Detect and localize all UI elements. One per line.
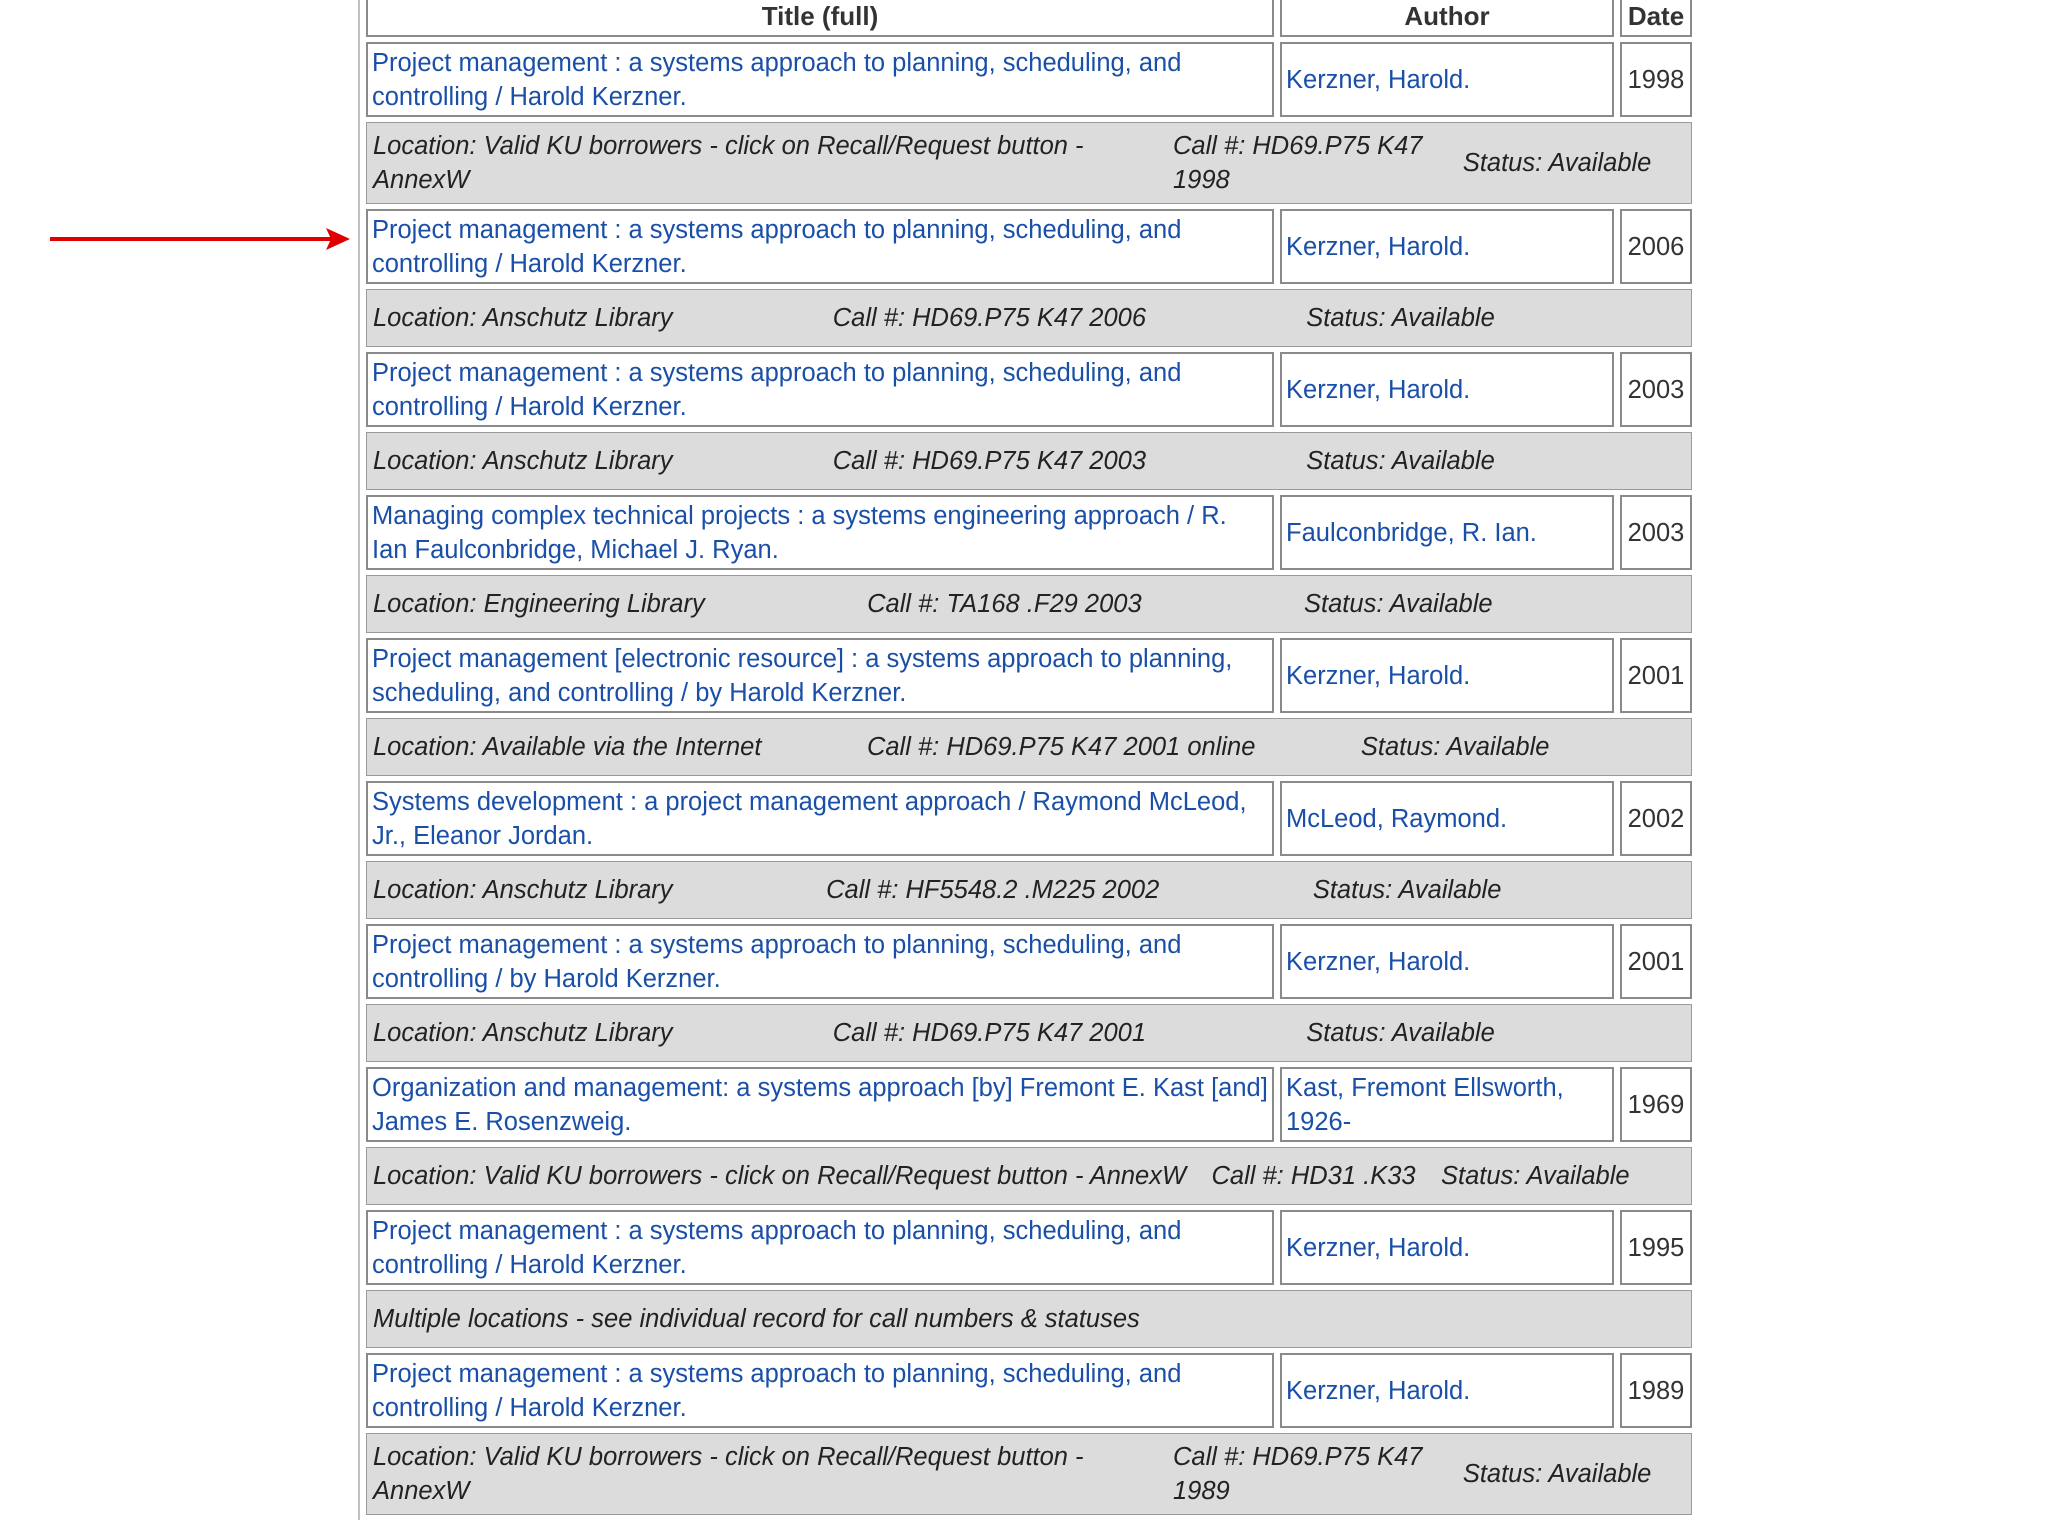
- result-row: [366, 42, 1692, 117]
- result-date-cell: 2001: [1620, 638, 1692, 713]
- location-text: Location: Available via the Internet: [373, 733, 762, 761]
- location-cell: [366, 1004, 1692, 1062]
- result-date-cell: 1998: [1620, 42, 1692, 117]
- call-number-text: Call #: HD69.P75 K47 2001 online: [866, 733, 1256, 761]
- result-author-cell[interactable]: Kast, Fremont Ellsworth, 1926-: [1280, 1067, 1614, 1142]
- location-cell: [366, 861, 1692, 919]
- search-results-table: [358, 0, 1698, 1520]
- call-number-text: Call #: HD69.P75 K47 2006: [832, 304, 1147, 332]
- result-title-cell: [366, 209, 1274, 284]
- location-cell: [366, 1147, 1692, 1205]
- result-title-link[interactable]: Managing complex technical projects : a systems engineering approach / R. Ian Faulconbridge, Michael J. Ryan.: [372, 501, 1227, 564]
- call-number-text: Call #: HD31 .K33: [1211, 1162, 1416, 1190]
- result-author-cell[interactable]: Kerzner, Harold.: [1280, 352, 1614, 427]
- location-row: [366, 1290, 1692, 1348]
- location-cell: [366, 1433, 1692, 1515]
- result-author-cell[interactable]: Kerzner, Harold.: [1280, 209, 1614, 284]
- location-row: [366, 432, 1692, 490]
- result-title-link[interactable]: Project management : a systems approach to planning, scheduling, and controlling / by Harold Kerzner.: [372, 930, 1182, 993]
- result-row: [366, 352, 1692, 427]
- result-row: [366, 638, 1692, 713]
- location-row: [366, 289, 1692, 347]
- call-number-text: Call #: HD69.P75 K47 1998: [1173, 132, 1423, 194]
- result-title-cell: [366, 1353, 1274, 1428]
- status-text: Status: Available: [1312, 876, 1502, 904]
- location-row: [366, 1433, 1692, 1515]
- result-row: [366, 781, 1692, 856]
- status-text: Status: Available: [1304, 590, 1493, 618]
- result-date-cell: 2001: [1620, 924, 1692, 999]
- status-text: Status: Available: [1306, 1019, 1495, 1047]
- result-title-link[interactable]: Project management : a systems approach to planning, scheduling, and controlling / Harold Kerzner.: [372, 1359, 1182, 1422]
- status-text: Status: Available: [1360, 733, 1550, 761]
- result-row: [366, 1067, 1692, 1142]
- result-title-cell: [366, 352, 1274, 427]
- column-header-date[interactable]: Date: [1620, 0, 1692, 37]
- result-title-cell: [366, 42, 1274, 117]
- result-author-cell[interactable]: Kerzner, Harold.: [1280, 42, 1614, 117]
- result-author-cell[interactable]: Kerzner, Harold.: [1280, 638, 1614, 713]
- location-row: [366, 1004, 1692, 1062]
- call-number-text: Call #: HD69.P75 K47 2003: [832, 447, 1147, 475]
- location-text: Location: Anschutz Library: [373, 876, 673, 904]
- location-text: Location: Valid KU borrowers - click on Recall/Request button - AnnexW: [373, 1162, 1187, 1190]
- column-header-title[interactable]: Title (full): [366, 0, 1274, 37]
- result-row: [366, 209, 1692, 284]
- result-title-link[interactable]: Project management : a systems approach to planning, scheduling, and controlling / Harold Kerzner.: [372, 215, 1182, 278]
- right-arrow-icon: [50, 224, 350, 254]
- status-text: Status: Available: [1306, 447, 1495, 475]
- status-text: Status: Available: [1441, 1162, 1630, 1190]
- call-number-text: Call #: HD69.P75 K47 2001: [832, 1019, 1147, 1047]
- location-row: [366, 861, 1692, 919]
- status-text: Status: Available: [1462, 1460, 1652, 1488]
- result-row: [366, 924, 1692, 999]
- column-header-author[interactable]: Author: [1280, 0, 1614, 37]
- location-cell: [366, 1290, 1692, 1348]
- location-text: Location: Engineering Library: [373, 590, 705, 618]
- status-text: Status: Available: [1462, 149, 1652, 177]
- result-title-link[interactable]: Project management : a systems approach to planning, scheduling, and controlling / Harold Kerzner.: [372, 48, 1182, 111]
- location-text: Location: Anschutz Library: [373, 1019, 673, 1047]
- location-text: Location: Anschutz Library: [373, 447, 673, 475]
- result-author-cell[interactable]: Kerzner, Harold.: [1280, 1210, 1614, 1285]
- result-date-cell: 1989: [1620, 1353, 1692, 1428]
- result-date-cell: 2006: [1620, 209, 1692, 284]
- result-date-cell: 1969: [1620, 1067, 1692, 1142]
- result-row: [366, 1353, 1692, 1428]
- result-date-cell: 2003: [1620, 352, 1692, 427]
- location-cell: [366, 575, 1692, 633]
- location-row: [366, 1147, 1692, 1205]
- result-title-cell: [366, 495, 1274, 570]
- location-row: [366, 718, 1692, 776]
- result-title-link[interactable]: Project management [electronic resource] : a systems approach to planning, scheduling, and controlling / by Harold Kerzner.: [372, 644, 1233, 707]
- status-text: Status: Available: [1306, 304, 1495, 332]
- header-row: [366, 0, 1692, 37]
- result-title-cell: [366, 1210, 1274, 1285]
- call-number-text: Call #: TA168 .F29 2003: [867, 590, 1142, 618]
- call-number-text: Call #: HF5548.2 .M225 2002: [826, 876, 1160, 904]
- call-number-text: Call #: HD69.P75 K47 1989: [1173, 1443, 1423, 1505]
- result-title-cell: [366, 1067, 1274, 1142]
- location-row: [366, 575, 1692, 633]
- result-title-link[interactable]: Systems development : a project management approach / Raymond McLeod, Jr., Eleanor Jordan.: [372, 787, 1247, 850]
- result-title-link[interactable]: Project management : a systems approach to planning, scheduling, and controlling / Harold Kerzner.: [372, 1216, 1182, 1279]
- result-title-link[interactable]: Organization and management: a systems approach [by] Fremont E. Kast [and] James E. Rosenzweig.: [372, 1073, 1268, 1136]
- result-date-cell: 2002: [1620, 781, 1692, 856]
- result-title-link[interactable]: Project management : a systems approach to planning, scheduling, and controlling / Harold Kerzner.: [372, 358, 1182, 421]
- location-text: Location: Valid KU borrowers - click on Recall/Request button - AnnexW: [373, 132, 1084, 194]
- location-text: Location: Valid KU borrowers - click on Recall/Request button - AnnexW: [373, 1443, 1084, 1505]
- location-cell: [366, 432, 1692, 490]
- result-author-cell[interactable]: McLeod, Raymond.: [1280, 781, 1614, 856]
- location-row: [366, 122, 1692, 204]
- result-author-cell[interactable]: Kerzner, Harold.: [1280, 1353, 1614, 1428]
- location-text: Location: Anschutz Library: [373, 304, 673, 332]
- result-row: [366, 1210, 1692, 1285]
- result-date-cell: 1995: [1620, 1210, 1692, 1285]
- result-title-cell: [366, 781, 1274, 856]
- result-title-cell: [366, 638, 1274, 713]
- result-row: [366, 495, 1692, 570]
- location-cell: [366, 718, 1692, 776]
- result-author-cell[interactable]: Kerzner, Harold.: [1280, 924, 1614, 999]
- result-author-cell[interactable]: Faulconbridge, R. Ian.: [1280, 495, 1614, 570]
- location-cell: [366, 289, 1692, 347]
- result-date-cell: 2003: [1620, 495, 1692, 570]
- result-title-cell: [366, 924, 1274, 999]
- location-text: Multiple locations - see individual record for call numbers & statuses: [373, 1305, 1140, 1333]
- location-cell: [366, 122, 1692, 204]
